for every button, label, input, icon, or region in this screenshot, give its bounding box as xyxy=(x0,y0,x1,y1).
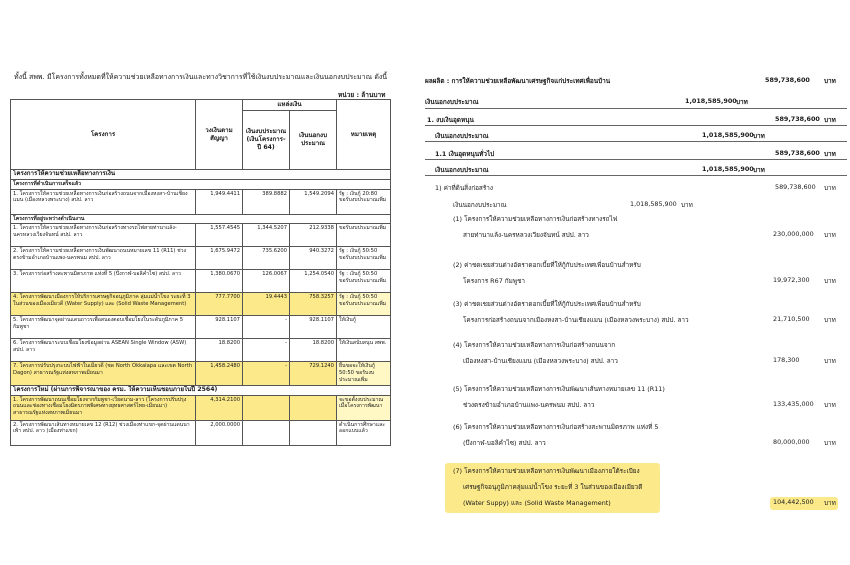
remark-cell: ดำเนินการศึกษาและออกแบบแล้ว xyxy=(337,420,391,445)
budget-item-amount: 178,300 xyxy=(773,356,800,364)
table-row xyxy=(11,293,391,316)
header-project: โครงการ xyxy=(11,100,196,170)
divider xyxy=(425,175,847,176)
baht-unit: บาท xyxy=(824,77,836,85)
divider xyxy=(425,141,847,142)
section-title: โครงการให้ความช่วยเหลือทางการเงิน xyxy=(11,170,391,180)
baht-unit: บาท xyxy=(753,166,765,174)
contract-cell: 1,458.2480 xyxy=(196,362,243,385)
section-title: โครงการใหม่ (ผ่านการพิจารณาของ ครม. ให้ความเห็นชอบภายในปี 2564) xyxy=(11,385,391,395)
budget-item-amount: 133,435,000 xyxy=(773,400,814,408)
budget-item-label: (4) โครงการให้ความช่วยเหลือทางการเงินก่อสร้างถนนจาก xyxy=(453,341,616,349)
contract-cell: 1,557.4545 xyxy=(196,224,243,247)
level1a-amount: 589,738,600 xyxy=(775,183,816,191)
header-contract: วงเงินตามสัญญา xyxy=(196,100,243,170)
budget-item-continuation: เมืองหงสา-บ้านเชียงแมน (เมืองหลวงพระบาง) สปป. ลาว xyxy=(463,357,618,365)
baht-unit: บาท xyxy=(753,132,765,140)
budget-cell: 126.0067 xyxy=(243,270,290,293)
budget-cell: 19.4443 xyxy=(243,293,290,316)
baht-unit: บาท xyxy=(824,184,836,192)
contract-cell: 2,000.0000 xyxy=(196,420,243,445)
level11-amount: 589,738,600 xyxy=(775,149,820,157)
table-row xyxy=(11,316,391,339)
group-row xyxy=(11,214,391,224)
offbudget-label: เงินนอกงบประมาณ xyxy=(425,98,479,106)
baht-unit: บาท xyxy=(824,277,836,285)
baht-unit: บาท xyxy=(824,116,836,124)
header-remark: หมายเหตุ xyxy=(337,100,391,170)
budget-item-continuation: ช่วงตรงข้ามอำเภอบ้านแพง-นครพนม สปป. ลาว xyxy=(463,401,595,409)
offbudget-cell: 928.1107 xyxy=(290,316,337,339)
budget-cell xyxy=(243,395,290,420)
project-cell: 2. โครงการพัฒนาเส้นทางหมายเลข 12 (R12) ช่วงเมืองท่าแขก-จุดผ่านแดนนาเพ้า สปป. ลาว (เมืองท่าแขก) xyxy=(11,420,196,445)
offbudget-cell: 18.8200 xyxy=(290,339,337,362)
level1a-off-amount: 1,018,585,900 xyxy=(630,200,677,208)
offbudget-cell: 1,254.0540 xyxy=(290,270,337,293)
budget-item-label: (3) ค่าชดเชยส่วนต่างอัตราดอกเบี้ยที่ให้กู้กับประเทศเพื่อนบ้านสำหรับ xyxy=(453,300,641,308)
unit-label: หน่วย : ล้านบาท xyxy=(338,91,386,99)
intro-text: ทั้งนี้ สพพ. มีโครงการทั้งหมดที่ให้ความช่วยเหลือทางการเงินและทางวิชาการที่ใช้เงินงบประมาณและเงินนอกงบประมาณ ดังนี้ xyxy=(14,73,388,81)
project-cell: 7. โครงการปรับปรุงระบบไฟฟ้าในเมียวดี (ชด North Okkalapa และเขต North Dagon) สาธารณรัฐแห่งสหภาพเมียนมา xyxy=(11,362,196,385)
table-row xyxy=(11,247,391,270)
remark-cell: ยื่นขอจะให้เงินกู้ 50:50 ขอรับงบประมาณเพิ่ม xyxy=(337,362,391,385)
level1-amount: 589,738,600 xyxy=(775,115,820,123)
level1a-off-label: เงินนอกงบประมาณ xyxy=(453,201,507,209)
project-cell: 1. โครงการพัฒนาถนนเชื่อมโยงจากกัมพูชา-เวียดนาม-ลาว (โครงการปรับปรุงถนนและช่องทางเชื่อมโยงมิตรภาพพิเศษทางยุทธศาสตร์ไทย-เมียนมา) สาธารณรัฐแห่งสหภาพเมียนมา xyxy=(11,395,196,420)
offbudget-amount: 1,018,585,900 xyxy=(685,97,737,105)
level1-off-label: เงินนอกงบประมาณ xyxy=(435,132,489,140)
remark-cell: รัฐ : เงินกู้ 50:50 ขอรับงบประมาณเพิ่ม xyxy=(337,247,391,270)
budget-item-label: (2) ค่าชดเชยส่วนต่างอัตราดอกเบี้ยที่ให้กู้กับประเทศเพื่อนบ้านสำหรับ xyxy=(453,261,641,269)
table-header-row xyxy=(11,100,391,111)
offbudget-cell: 940.3272 xyxy=(290,247,337,270)
project-cell: 1. โครงการให้ความช่วยเหลือทางการเงินก่อสร้างถนนจากเมืองหงสา-บ้านเชียงแมน (เมืองหลวงพระบาง) สปป. ลาว xyxy=(11,189,196,214)
remark-cell: ให้เงินสนับสนุน สพพ. xyxy=(337,339,391,362)
budget-cell: 735.6200 xyxy=(243,247,290,270)
header-offbudget: เงินนอกงบประมาณ xyxy=(290,111,337,170)
remark-cell: รัฐ : เงินกู้ 50:50 ขอรับงบประมาณเพิ่ม xyxy=(337,293,391,316)
budget-item-amount: 19,972,300 xyxy=(773,276,810,284)
projects-table xyxy=(10,99,391,446)
budget-cell: 389.8882 xyxy=(243,189,290,214)
contract-cell: 777.7700 xyxy=(196,293,243,316)
baht-unit: บาท xyxy=(824,499,836,507)
divider xyxy=(425,159,847,160)
baht-unit: บาท xyxy=(824,439,836,447)
offbudget-cell: 758.3257 xyxy=(290,293,337,316)
baht-unit: บาท xyxy=(681,201,693,209)
remark-cell: ขอรับงบประมาณเพิ่ม xyxy=(337,224,391,247)
group-title: โครงการที่ดำเนินการเสร็จแล้ว xyxy=(11,179,391,189)
table-row xyxy=(11,189,391,214)
baht-unit: บาท xyxy=(824,150,836,158)
remark-cell: จะขอตั้งงบประมาณเมื่อโครงการพัฒนา xyxy=(337,395,391,420)
remark-cell: รัฐ : เงินกู้ 20:80 ขอรับงบประมาณเพิ่ม xyxy=(337,189,391,214)
level1-off-amount: 1,018,585,900 xyxy=(702,131,754,139)
budget-item-label: (6) โครงการให้ความช่วยเหลือทางการเงินก่อสร้างสะพานมิตรภาพ แห่งที่ 5 xyxy=(453,423,659,431)
budget-item-continuation: (บึงกาฬ-บอลิคำไซ) สปป. ลาว xyxy=(463,439,546,447)
divider xyxy=(425,108,847,109)
baht-unit: บาท xyxy=(824,231,836,239)
budget-item-continuation: โครงการ R67 กัมพูชา xyxy=(463,277,526,285)
project-cell: 5. โครงการพัฒนาจุดผ่านแดนถาวรเพื่อสนองตอบเชื่อมโยงในระดับภูมิภาค 5 กัมพูชา xyxy=(11,316,196,339)
budget-item-amount: 80,000,000 xyxy=(773,438,810,446)
budget-item-continuation: โครงการก่อสร้างถนนจากเมืองหงสา-บ้านเชียงแมน (เมืองหลวงพระบาง) สปป. ลาว xyxy=(463,316,689,324)
offbudget-cell xyxy=(290,395,337,420)
project-cell: 4. โครงการพัฒนาเมืองการให้บริการเศรษฐกิจอนุภูมิภาค ลุ่มแม่น้ำโขง ระยะที่ 3 ในส่วนของเมืองเมียวดี (Water Supply) และ (Solid Waste Management) xyxy=(11,293,196,316)
offbudget-cell xyxy=(290,420,337,445)
project-cell: 2. โครงการให้ความช่วยเหลือทางการเงินพัฒนาถนนหมายเลข 11 (R11) ช่วงตรงข้ามอำเภอบ้านแพง-นครพนม สปป. ลาว xyxy=(11,247,196,270)
budget-cell xyxy=(243,420,290,445)
level11-off-label: เงินนอกงบประมาณ xyxy=(435,166,489,174)
project-cell: 6. โครงการพัฒนาระบบเชื่อมโยงข้อมูลผ่าน ASEAN Single Window (ASW) สปป. ลาว xyxy=(11,339,196,362)
contract-cell: 1,949.4411 xyxy=(196,189,243,214)
budget-cell: - xyxy=(243,339,290,362)
budget-item-amount: 104,442,500 xyxy=(773,498,814,506)
baht-unit: บาท xyxy=(824,357,836,365)
header-budget: เงินงบประมาณ (เงินโครงการ-ปี 64) xyxy=(243,111,290,170)
budget-item-label: (7) โครงการให้ความช่วยเหลือทางการเงินพัฒนาเมืองภายใต้ระเบียง xyxy=(453,467,640,475)
table-row xyxy=(11,420,391,445)
offbudget-cell: 1,549.2094 xyxy=(290,189,337,214)
section-row xyxy=(11,385,391,395)
contract-cell: 18.8200 xyxy=(196,339,243,362)
budget-item-continuation: เศรษฐกิจอนุภูมิภาคลุ่มแม่น้ำโขง ระยะที่ 3 ในส่วนของเมืองเมียวดี xyxy=(463,483,643,491)
budget-item-label: (1) โครงการให้ความช่วยเหลือทางการเงินก่อสร้างทางรถไฟ xyxy=(453,215,618,223)
level1a-label: 1) ค่าที่ดินสิ่งก่อสร้าง xyxy=(435,184,493,192)
contract-cell: 4,314.2100 xyxy=(196,395,243,420)
project-cell: 1. โครงการให้ความช่วยเหลือทางการเงินก่อสร้างทางรถไฟสายท่านาแล้ง-นครหลวงเวียงจันทน์ สปป. ลาว xyxy=(11,224,196,247)
divider xyxy=(425,125,847,126)
remark-cell: ให้เงินกู้ xyxy=(337,316,391,339)
contract-cell: 1,675.9472 xyxy=(196,247,243,270)
offbudget-cell: 729.1240 xyxy=(290,362,337,385)
budget-cell: - xyxy=(243,316,290,339)
level11-off-amount: 1,018,585,900 xyxy=(702,165,754,173)
right-document xyxy=(425,0,850,565)
budget-item-continuation: (Water Suppy) และ (Solid Waste Management) xyxy=(463,499,611,507)
header-sources: แหล่งเงิน xyxy=(243,100,337,111)
contract-cell: 1,380.0670 xyxy=(196,270,243,293)
level11-label: 1.1 เงินอุดหนุนทั่วไป xyxy=(435,150,495,158)
budget-cell: - xyxy=(243,362,290,385)
baht-unit: บาท xyxy=(736,98,748,106)
offbudget-cell: 212.9338 xyxy=(290,224,337,247)
budget-item-amount: 21,710,500 xyxy=(773,315,810,323)
level1-label: 1. งบเงินอุดหนุน xyxy=(427,116,474,124)
table-row xyxy=(11,339,391,362)
budget-item-label: (5) โครงการให้ความช่วยเหลือทางการเงินพัฒนาเส้นทางหมายเลข 11 (R11) xyxy=(453,385,665,393)
baht-unit: บาท xyxy=(824,401,836,409)
remark-cell: รัฐ : เงินกู้ 50:50 ขอรับงบประมาณเพิ่ม xyxy=(337,270,391,293)
budget-item-continuation: สายท่านาแล้ง-นครหลวงเวียงจันทน์ สปป. ลาว xyxy=(463,231,589,239)
project-cell: 3. โครงการก่อสร้างสะพานมิตรภาพ แห่งที่ 5 (บึงกาฬ-บอลิคำไซ) สปป. ลาว xyxy=(11,270,196,293)
baht-unit: บาท xyxy=(824,316,836,324)
output-title: ผลผลิต : การให้ความช่วยเหลือพัฒนาเศรษฐกิจแก่ประเทศเพื่อนบ้าน xyxy=(425,77,611,85)
group-title: โครงการที่อยู่ระหว่างดำเนินงาน xyxy=(11,214,391,224)
contract-cell: 928.1107 xyxy=(196,316,243,339)
output-amount: 589,738,600 xyxy=(765,76,810,84)
table-row xyxy=(11,224,391,247)
table-row xyxy=(11,270,391,293)
group-row xyxy=(11,179,391,189)
table-row xyxy=(11,395,391,420)
section-row xyxy=(11,170,391,180)
budget-cell: 1,344.5207 xyxy=(243,224,290,247)
table-row xyxy=(11,362,391,385)
budget-item-amount: 230,000,000 xyxy=(773,230,814,238)
